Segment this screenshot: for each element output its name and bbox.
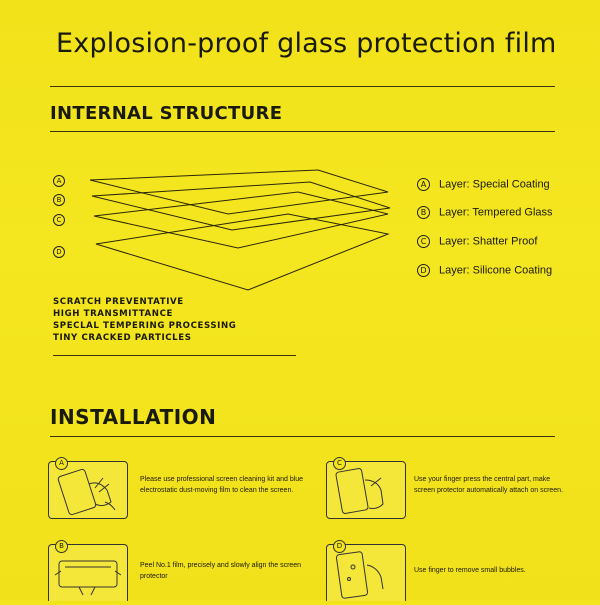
- step-b-badge: B: [55, 540, 68, 553]
- installation-divider: [50, 436, 555, 437]
- step-d-text: Use finger to remove small bubbles.: [414, 567, 526, 574]
- step-c-text: Use your finger press the central part, make screen protector automatically attach on screen.: [414, 476, 564, 494]
- legend-letter: A: [417, 178, 430, 191]
- layer-letter-b: B: [53, 194, 65, 206]
- legend-label: Layer: Tempered Glass: [439, 206, 553, 219]
- legend-label: Layer: Special Coating: [439, 178, 550, 191]
- feature-item: SCRATCH PREVENTATIVE: [53, 297, 184, 307]
- feature-list: [53, 296, 236, 344]
- feature-item: SPECLAL TEMPERING PROCESSING: [53, 321, 237, 331]
- legend-letter: B: [417, 206, 430, 219]
- legend-label: Layer: Shatter Proof: [439, 235, 538, 248]
- step-a-badge: A: [55, 457, 68, 470]
- internal-structure-heading: INTERNAL STRUCTURE: [50, 103, 283, 124]
- legend-item-d: [417, 260, 552, 276]
- feature-item: HIGH TRANSMITTANCE: [53, 309, 173, 319]
- step-b-text: Peel No.1 film, precisely and slowly align the screen protector: [140, 562, 302, 580]
- layer-letter-a: A: [53, 175, 65, 187]
- press-center-icon: [327, 462, 405, 518]
- layer-letter-d: D: [53, 246, 65, 258]
- product-title: Explosion-proof glass protection film: [56, 28, 557, 59]
- layer-b-shape: [92, 182, 390, 230]
- installation-heading: INSTALLATION: [50, 405, 217, 429]
- layer-stack-diagram: [48, 166, 398, 296]
- step-a-text: Please use professional screen cleaning kit and blue electrostatic dust-moving film to clean the screen.: [140, 476, 304, 494]
- remove-bubbles-icon: [327, 545, 405, 601]
- step-d-badge: D: [333, 540, 346, 553]
- step-c-badge: C: [333, 457, 346, 470]
- legend-letter: D: [417, 264, 430, 277]
- layer-d-shape: [96, 214, 388, 290]
- features-divider: [53, 355, 296, 356]
- legend-label: Layer: Silicone Coating: [439, 264, 553, 277]
- legend-letter: C: [417, 235, 430, 248]
- layer-letter-c: C: [53, 214, 65, 226]
- legend-item-b: [417, 202, 553, 218]
- peel-film-icon: [49, 545, 127, 601]
- layer-a-shape: [90, 170, 388, 214]
- phone-cleaning-icon: [49, 462, 127, 518]
- layer-c-shape: [94, 192, 388, 248]
- legend-item-c: [417, 231, 537, 247]
- legend-item-a: [417, 174, 550, 190]
- internal-divider: [50, 131, 555, 132]
- title-divider: [50, 86, 555, 87]
- feature-item: TINY CRACKED PARTICLES: [53, 333, 192, 343]
